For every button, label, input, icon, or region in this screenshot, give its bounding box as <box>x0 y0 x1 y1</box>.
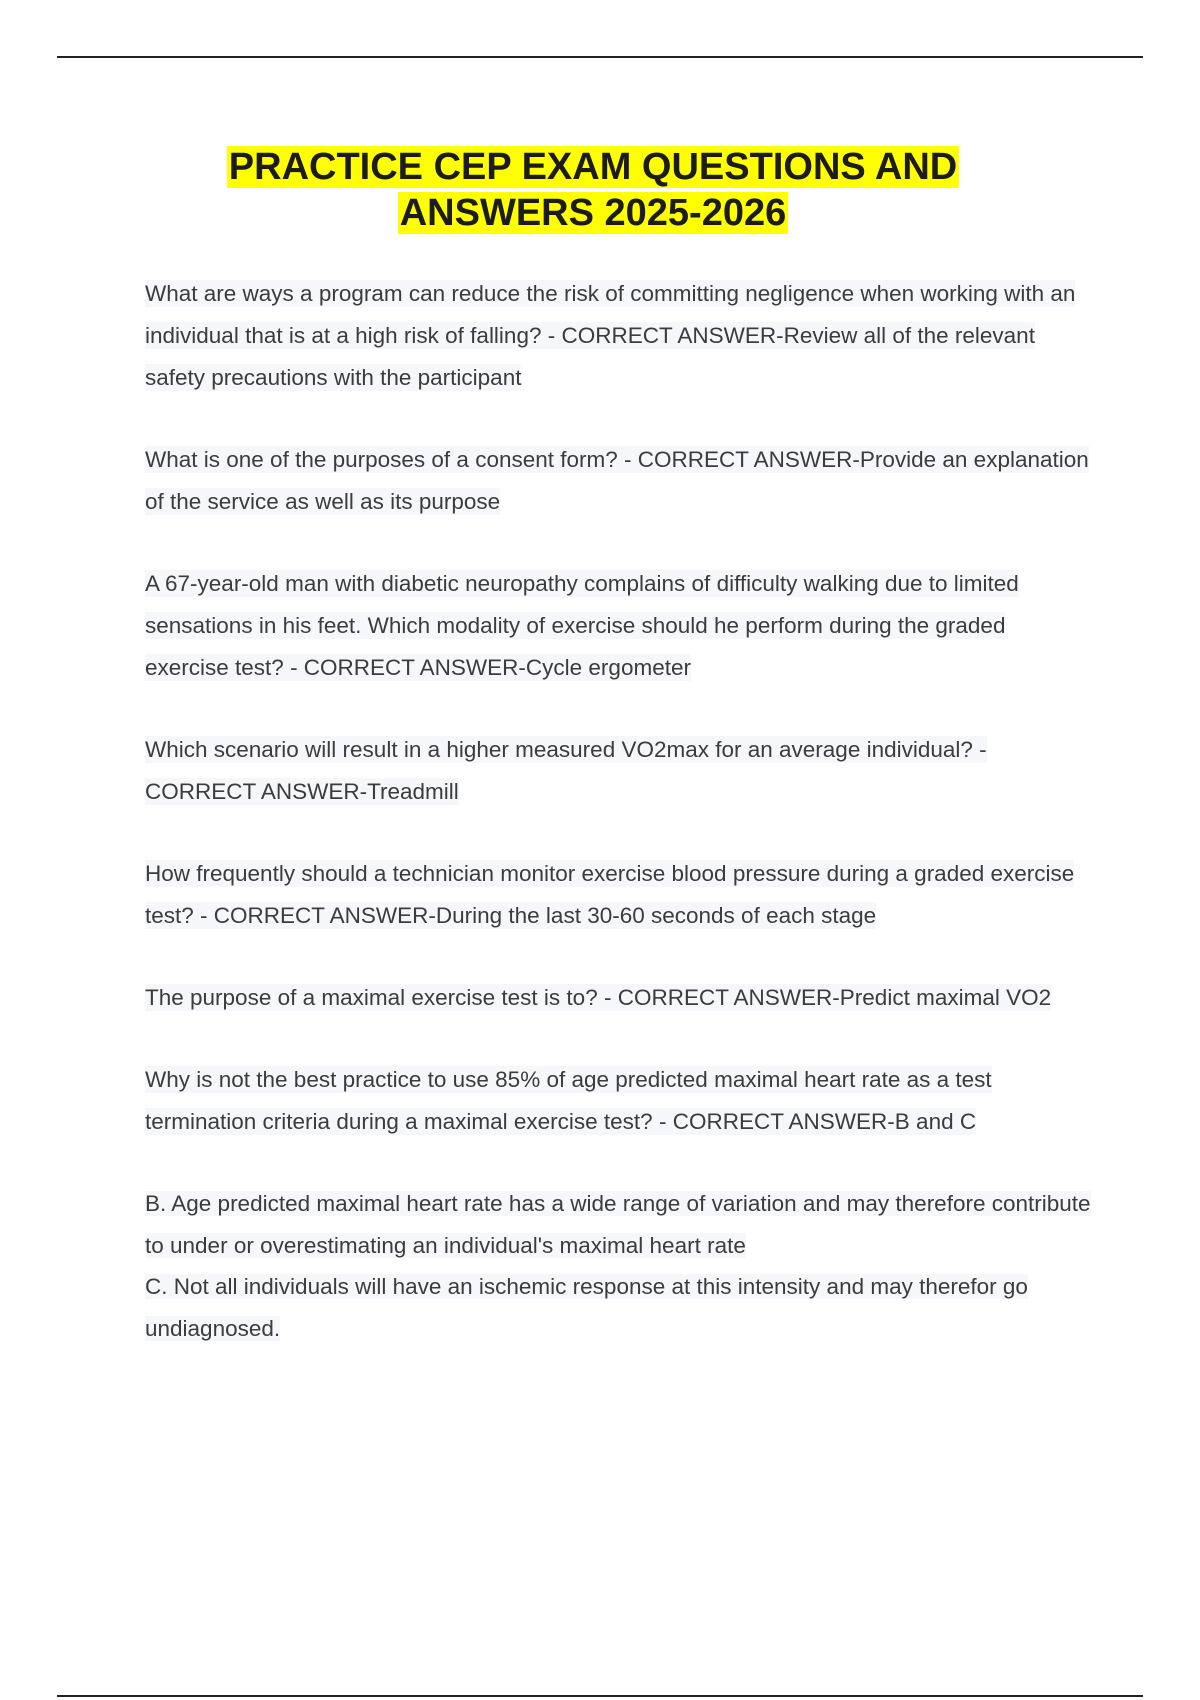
header-rule <box>57 56 1143 58</box>
footer-rule <box>57 1695 1143 1697</box>
title-line-1: PRACTICE CEP EXAM QUESTIONS AND <box>228 146 958 188</box>
qa-item-7 <box>145 1059 1095 1143</box>
option-b <box>145 1183 1095 1266</box>
option-c <box>145 1266 1095 1349</box>
page-title <box>0 144 1186 236</box>
qa-text: How frequently should a technician monitor exercise blood pressure during a graded exercise test? - CORRECT ANSWER-During the last 30-60 seconds of each stage <box>145 861 1075 928</box>
qa-text: What is one of the purposes of a consent form? - CORRECT ANSWER-Provide an explanation of the service as well as its purpose <box>145 447 1089 514</box>
qa-text: The purpose of a maximal exercise test is to? - CORRECT ANSWER-Predict maximal VO2 <box>145 985 1052 1010</box>
qa-item-2 <box>145 439 1095 523</box>
qa-text: A 67-year-old man with diabetic neuropathy complains of difficulty walking due to limited sensations in his feet. Which modality of exercise should he perform during the graded exercise test? - CORRECT ANSWER-Cycle ergometer <box>145 571 1019 680</box>
qa-item-1 <box>145 273 1095 399</box>
qa-item-6 <box>145 977 1095 1019</box>
option-b-text: B. Age predicted maximal heart rate has a wide range of variation and may therefore contribute to under or overestimating an individual's maximal heart rate <box>145 1191 1091 1258</box>
option-c-text: C. Not all individuals will have an ischemic response at this intensity and may therefor go undiagnosed. <box>145 1274 1028 1341</box>
answer-options <box>145 1183 1095 1349</box>
qa-item-4 <box>145 729 1095 813</box>
qa-item-3 <box>145 563 1095 689</box>
qa-list <box>145 273 1095 1349</box>
qa-text: What are ways a program can reduce the risk of committing negligence when working with an individual that is at a high risk of falling? - CORRECT ANSWER-Review all of the relevant safety precautions with the participant <box>145 281 1076 390</box>
qa-text: Which scenario will result in a higher measured VO2max for an average individual? - CORRECT ANSWER-Treadmill <box>145 737 987 804</box>
qa-text: Why is not the best practice to use 85% of age predicted maximal heart rate as a test termination criteria during a maximal exercise test? - CORRECT ANSWER-B and C <box>145 1067 992 1134</box>
title-line-2: ANSWERS 2025-2026 <box>399 192 787 234</box>
qa-item-5 <box>145 853 1095 937</box>
